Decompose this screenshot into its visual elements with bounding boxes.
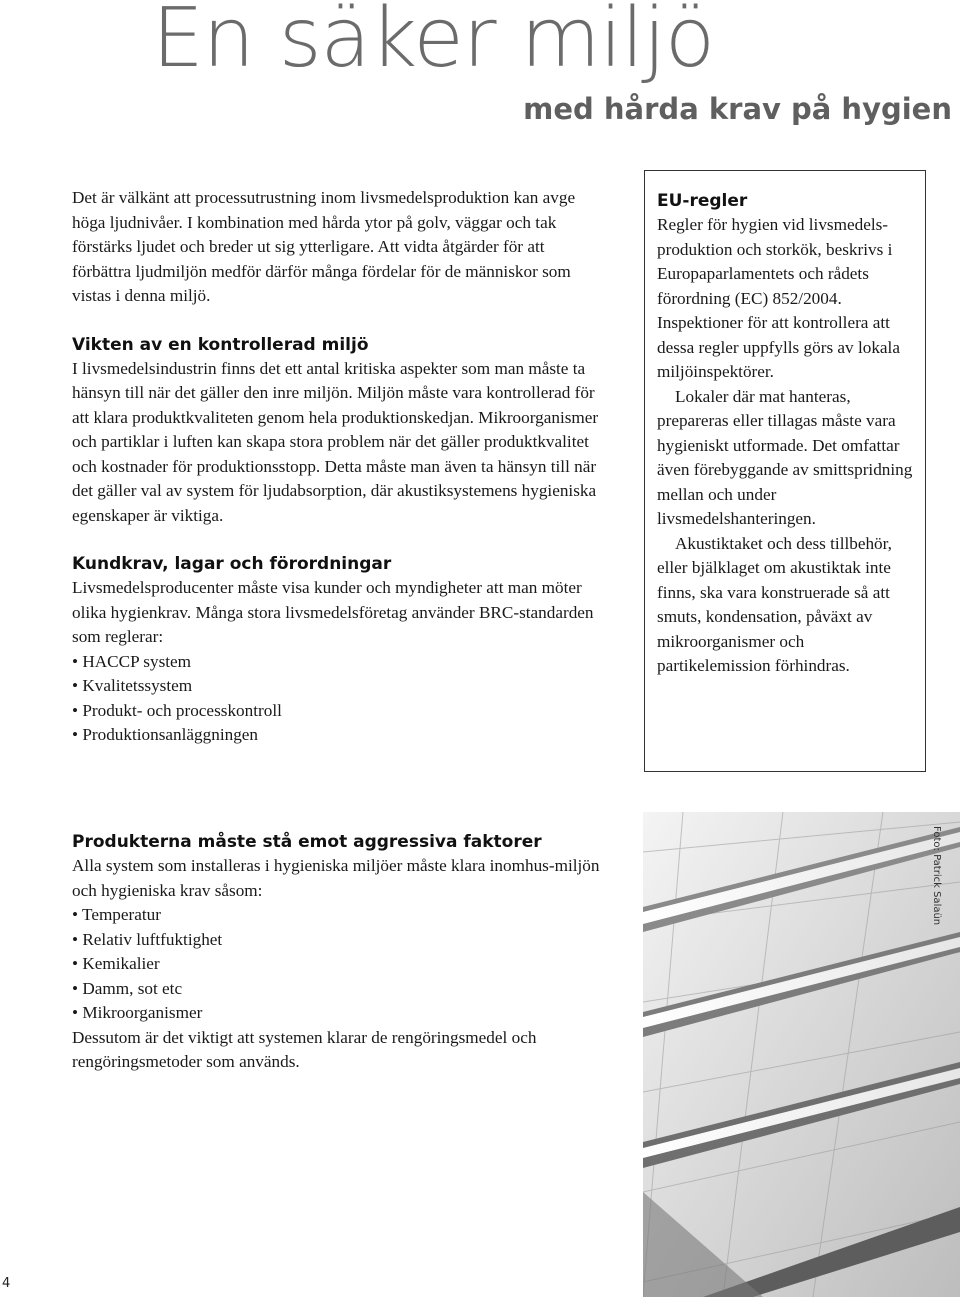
sidebar-paragraph: Regler för hygien vid livsmedels-produktion och storkök, beskrivs i Europaparlamentets och rådets förordning (EC) 852/2004. Inspektioner för att kontrollera att dessa regler uppfylls görs av lokala miljöinspektörer. (657, 215, 900, 381)
main-column (72, 186, 602, 748)
sidebar-paragraph: Akustiktaket och dess tillbehör, eller bjälklaget om akustiktak inte finns, ska vara konstruerade så att smuts, kondensation, påväxt av mikroorganismer och partikelemission förhindras. (657, 533, 892, 675)
photo-credit: Foto: Patrick Salaün (931, 826, 942, 926)
page-number: 4 (2, 1276, 11, 1291)
closing-paragraph: Dessutom är det viktigt att systemen klarar de rengöringsmedel och rengöringsmetoder som används. (72, 1027, 537, 1071)
list-item: • Produkt- och processkontroll (72, 699, 602, 724)
section-body-aggressive-factors: Alla system som installeras i hygieniska miljöer måste klara inomhus-miljön och hygieniska krav såsom: (72, 856, 600, 900)
list-item: • Damm, sot etc (72, 977, 612, 1002)
brc-standard-list (72, 650, 602, 748)
sidebar-paragraph: Lokaler där mat hanteras, prepareras eller tillagas måste vara hygieniskt utformade. Det omfattar även förebyggande av smittspridning mellan och under livsmedelshanteringen. (657, 386, 913, 528)
section-controlled-environment (72, 333, 602, 529)
list-item: • Kvalitetssystem (72, 674, 602, 699)
list-item: • Kemikalier (72, 952, 612, 977)
list-item: • HACCP system (72, 650, 602, 675)
eu-rules-sidebar (644, 170, 926, 772)
requirements-list (72, 903, 612, 1026)
section-body-controlled-environment: I livsmedelsindustrin finns det ett antal kritiska aspekter som man måste ta hänsyn till när det gäller den inre miljön. Miljön måste vara kontrollerad för att klara produktkvaliteten genom hela produktionskedjan. Mikroorganismer och partiklar i luften kan skapa stora problem när det gäller produktkvalitet och kostnader för produktionsstopp. Detta måste man även ta hänsyn till när det gäller val av system för ljudabsorption, där akustiksystemens hygieniska egenskaper är viktiga. (72, 358, 599, 525)
section-heading-customer-requirements: Kundkrav, lagar och förordningar (72, 554, 392, 574)
bottom-column (72, 830, 612, 1075)
intro-paragraph: Det är välkänt att processutrustning inom livsmedelsproduktion kan avge höga ljudnivåer. I kombination med hårda ytor på golv, väggar och tak förstärks ljudet och breder ut sig ytterligare. Att vidta åtgärder för att förbättra ljudmiljön medför därför många fördelar för de människor som vistas i denna miljö. (72, 188, 576, 305)
list-item: • Relativ luftfuktighet (72, 928, 612, 953)
list-item: • Produktionsanläggningen (72, 723, 602, 748)
list-item: • Mikroorganismer (72, 1001, 612, 1026)
section-heading-aggressive-factors: Produkterna måste stå emot aggressiva faktorer (72, 832, 542, 852)
section-customer-requirements (72, 552, 602, 748)
section-heading-controlled-environment: Vikten av en kontrollerad miljö (72, 334, 369, 355)
page-subtitle: med hårda krav på hygien (523, 92, 952, 126)
list-item: • Temperatur (72, 903, 612, 928)
ceiling-photo (643, 812, 960, 1297)
sidebar-heading: EU-regler (657, 191, 748, 211)
section-body-customer-requirements: Livsmedelsproducenter måste visa kunder och myndigheter att man möter olika hygienkrav. Många stora livsmedelsföretag använder BRC-standarden som reglerar: (72, 578, 594, 646)
page-title: En säker miljö (151, 0, 714, 86)
